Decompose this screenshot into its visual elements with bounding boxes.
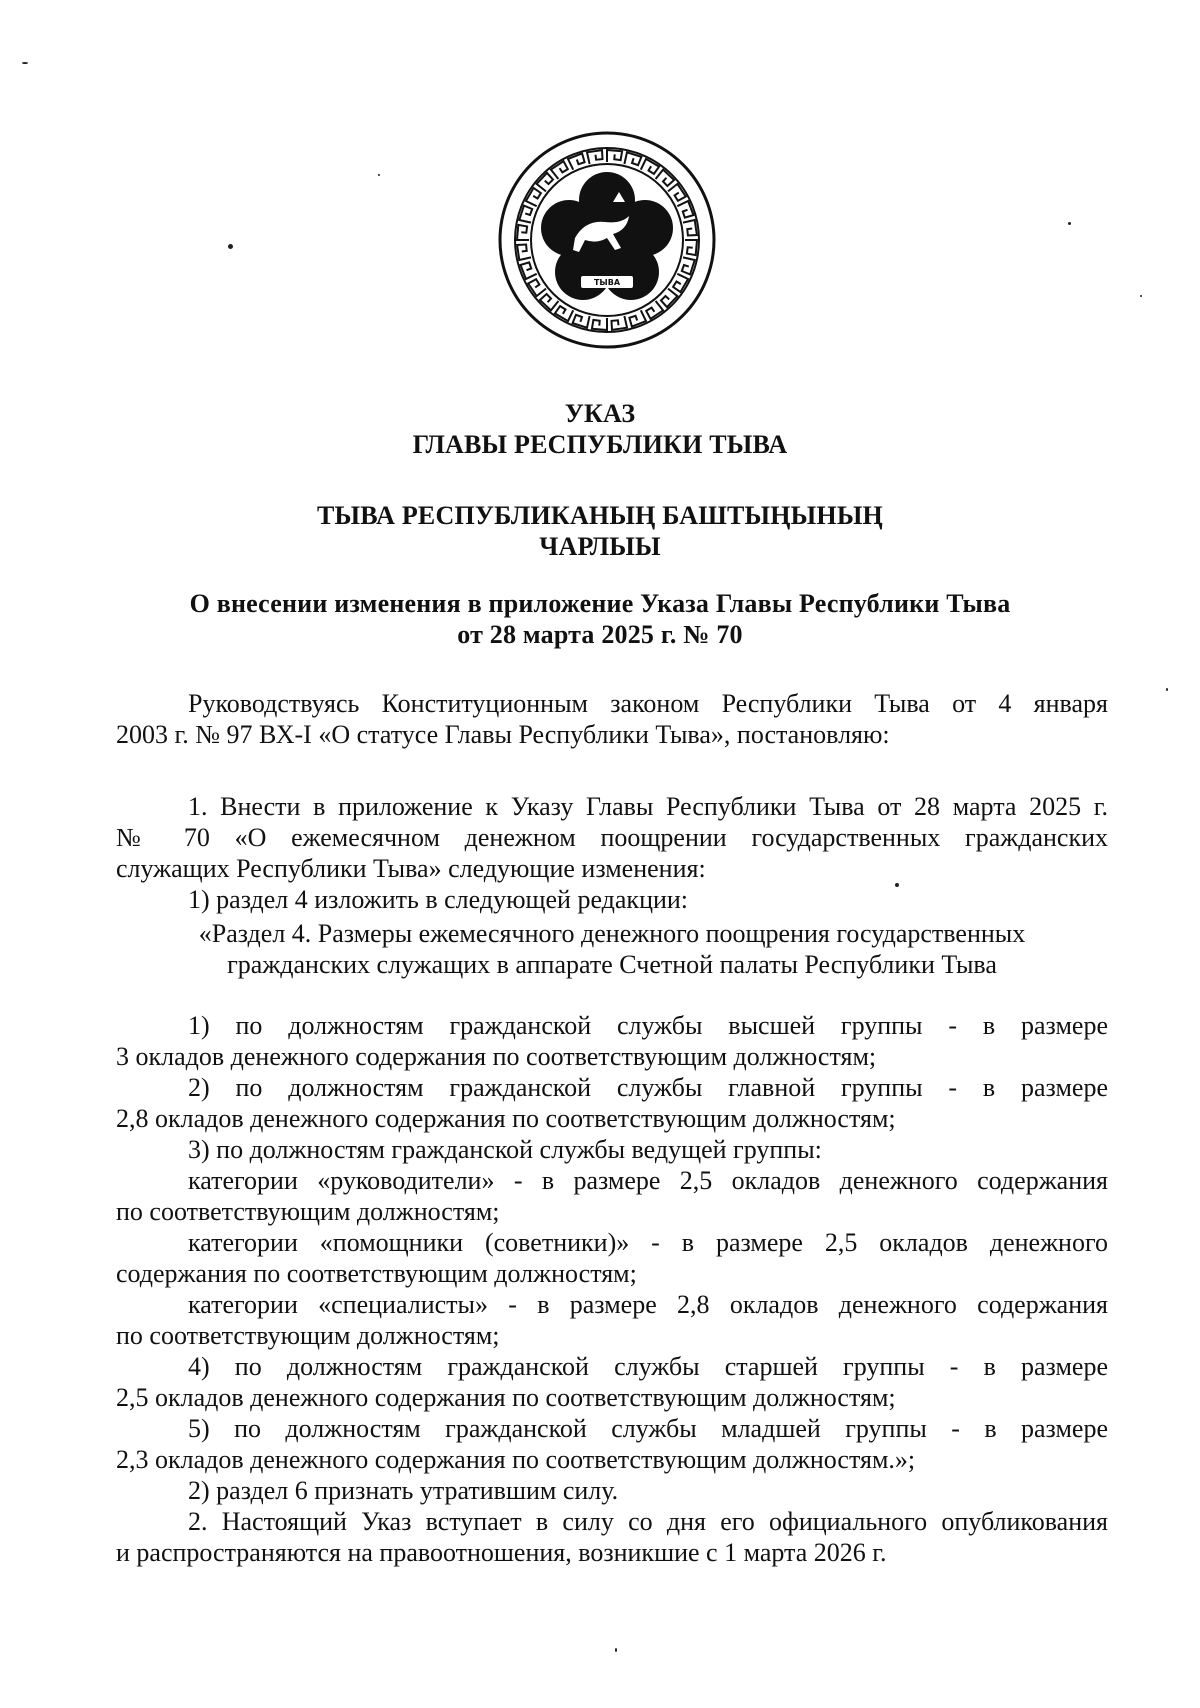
section-4-title bbox=[116, 918, 1108, 980]
item-1-paragraph bbox=[116, 791, 1108, 915]
point-line: 2,5 окладов денежного содержания по соответствующим должностям; bbox=[116, 1383, 896, 1412]
section-title-line: «Раздел 4. Размеры ежемесячного денежного поощрения государственных bbox=[198, 919, 1026, 948]
point-line: 1) по должностям гражданской службы высшей группы - в размере bbox=[188, 1011, 1108, 1040]
tuvan-title-line: ЧАРЛЫЫ bbox=[539, 532, 661, 561]
point-line: категории «руководители» - в размере 2,5 окладов денежного содержания bbox=[188, 1166, 1108, 1195]
meander-segment bbox=[607, 150, 622, 162]
meander-segment bbox=[526, 188, 541, 206]
text-line: 1. Внести в приложение к Указу Главы Республики Тыва от 28 марта 2025 г. bbox=[188, 792, 1108, 821]
title-line: ГЛАВЫ РЕСПУБЛИКИ ТЫВА bbox=[412, 430, 788, 459]
point-line: 2) раздел 6 признать утратившим силу. bbox=[188, 1476, 619, 1505]
subject-line: О внесении изменения в приложение Указа Главы Республики Тыва bbox=[189, 589, 1011, 618]
text-line: 1) раздел 4 изложить в следующей редакции: bbox=[188, 885, 689, 914]
point-line: 5) по должностям гражданской службы младшей группы - в размере bbox=[188, 1414, 1108, 1443]
point-line: 2,8 окладов денежного содержания по соответствующим должностям; bbox=[116, 1104, 896, 1133]
meander-segment bbox=[685, 240, 697, 255]
scan-speck bbox=[378, 174, 380, 176]
scan-speck bbox=[1166, 688, 1168, 691]
point-line: содержания по соответствующим должностям; bbox=[116, 1259, 637, 1288]
item-2-line: 2. Настоящий Указ вступает в силу со дня его официального опубликования bbox=[188, 1507, 1108, 1536]
point-line: по соответствующим должностям; bbox=[116, 1197, 500, 1226]
points-list bbox=[116, 1010, 1108, 1568]
tuva-emblem-icon bbox=[497, 130, 717, 350]
scan-speck bbox=[615, 1648, 617, 1652]
scan-speck bbox=[895, 883, 899, 887]
decree-subject bbox=[0, 588, 1200, 650]
tuvan-title-line: ТЫВА РЕСПУБЛИКАНЫҢ БАШТЫҢЫНЫҢ bbox=[317, 501, 883, 530]
meander-segment bbox=[587, 150, 603, 164]
point-line: 3 окладов денежного содержания по соответствующим должностям; bbox=[116, 1042, 877, 1071]
scan-speck bbox=[22, 62, 28, 64]
point-line: 2) по должностям гражданской службы главной группы - в размере bbox=[188, 1073, 1108, 1102]
subject-line: от 28 марта 2025 г. № 70 bbox=[457, 620, 743, 649]
point-line: 2,3 окладов денежного содержания по соответствующим должностям.»; bbox=[116, 1445, 916, 1474]
emblem-text: ТЫВА bbox=[593, 278, 621, 287]
point-line: 4) по должностям гражданской службы старшей группы - в размере bbox=[188, 1352, 1108, 1381]
scan-speck bbox=[228, 244, 233, 249]
meander-segment bbox=[612, 316, 628, 330]
point-line: категории «помощники (советники)» - в размере 2,5 окладов денежного bbox=[188, 1228, 1108, 1257]
scan-speck bbox=[1068, 222, 1071, 225]
preamble-paragraph bbox=[116, 688, 1108, 750]
text-line: № 70 «О ежемесячном денежном поощрении государственных гражданских bbox=[116, 823, 1108, 852]
point-line: по соответствующим должностям; bbox=[116, 1321, 500, 1350]
meander-segment bbox=[641, 159, 659, 174]
scan-speck bbox=[1140, 295, 1142, 297]
meander-segment bbox=[592, 318, 607, 330]
text-line: Руководствуясь Конституционным законом Республики Тыва от 4 января bbox=[188, 689, 1108, 718]
decree-title bbox=[0, 398, 1200, 460]
meander-segment bbox=[555, 306, 573, 321]
text-line: 2003 г. № 97 ВХ-I «О статусе Главы Республики Тыва», постановляю: bbox=[116, 720, 890, 749]
point-line: 3) по должностям гражданской службы ведущей группы: bbox=[188, 1135, 822, 1164]
section-title-line: гражданских служащих в аппарате Счетной палаты Республики Тыва bbox=[227, 950, 997, 979]
decree-title-tuvan bbox=[0, 500, 1200, 562]
meander-segment bbox=[683, 220, 697, 236]
meander-segment bbox=[517, 245, 531, 261]
title-line: УКАЗ bbox=[564, 399, 636, 428]
meander-segment bbox=[673, 274, 688, 292]
item-2-line: и распространяются на правоотношения, возникшие с 1 марта 2026 г. bbox=[116, 1538, 887, 1567]
point-line: категории «специалисты» - в размере 2,8 окладов денежного содержания bbox=[188, 1290, 1108, 1319]
meander-segment bbox=[517, 225, 529, 240]
text-line: служащих Республики Тыва» следующие изменения: bbox=[116, 854, 706, 883]
